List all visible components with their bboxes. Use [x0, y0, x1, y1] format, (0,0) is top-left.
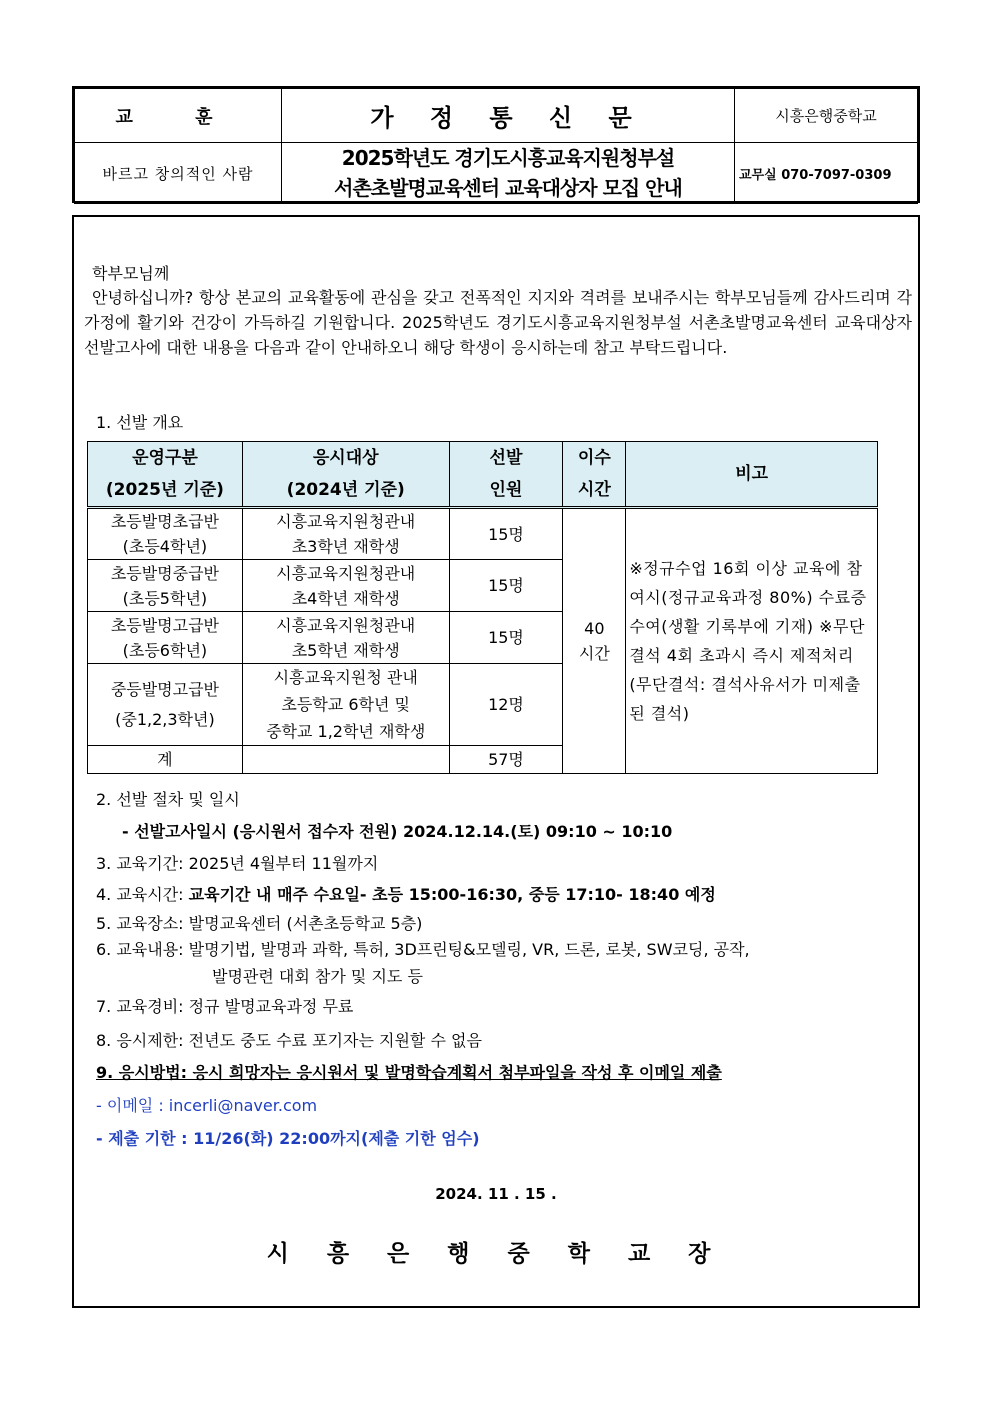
- section-1-title: 1. 선발 개요: [96, 413, 184, 432]
- newsletter-title-cell: [282, 89, 735, 143]
- school-motto: 바르고 창의적인 사람: [102, 164, 254, 183]
- section-6-line1: 6. 교육내용: 발명기법, 발명과 과학, 특허, 3D프린팅&모델링, VR, 드론, 로봇, SW코딩, 공작,: [96, 940, 750, 959]
- motto-label: 교 훈: [115, 106, 241, 128]
- header-hours: 이수 시간: [563, 442, 626, 508]
- course-cell: 중등발명고급반 (중1,2,3학년): [88, 664, 243, 746]
- document-date: 2024. 11 . 15 .: [435, 1185, 557, 1203]
- intro-paragraph: 안녕하십니까? 항상 본교의 교육활동에 관심을 갖고 전폭적인 지지와 격려를 보내주시는 학부모님들께 감사드리며 각 가정에 활기와 건강이 가득하길 기원합니다. 2025학년도 경기도시흥교육지원청부설 서촌초발명교육센터 교육대상자 선발고사에 대한 내용을 다음과 같이 안내하오니 해당 학생이 응시하는데 참고 부탁드립니다.: [84, 288, 912, 357]
- section-8: 8. 응시제한: 전년도 중도 수료 포기자는 지원할 수 없음: [96, 1031, 482, 1050]
- count-cell: 15명: [449, 560, 563, 612]
- motto-cell: [75, 143, 282, 204]
- course-cell: 초등발명고급반 (초등6학년): [88, 612, 243, 664]
- target-cell: 시흥교육지원청관내 초4학년 재학생: [242, 560, 449, 612]
- selection-table: [87, 441, 878, 774]
- school-name: 시흥은행중학교: [775, 107, 877, 125]
- doc-title-line2: 서촌초발명교육센터 교육대상자 모집 안내: [334, 176, 682, 200]
- motto-label-cell: [75, 89, 282, 143]
- office-contact: 교무실 070-7097-0309: [739, 167, 892, 183]
- total-count: 57명: [449, 746, 563, 774]
- count-cell: 15명: [449, 612, 563, 664]
- section-3: 3. 교육기간: 2025년 4월부터 11월까지: [96, 854, 379, 873]
- header-count: 선발 인원: [449, 442, 563, 508]
- letter-body: [72, 215, 920, 1308]
- count-cell: 12명: [449, 664, 563, 746]
- section-9: 9. 응시방법: 응시 희망자는 응시원서 및 발명학습계획서 첨부파일을 작성 후 이메일 제출: [96, 1063, 722, 1082]
- header-target: 응시대상 (2024년 기준): [242, 442, 449, 508]
- count-cell: 15명: [449, 508, 563, 560]
- contact-cell: [735, 143, 918, 204]
- newsletter-title: 가 정 통 신 문: [370, 104, 646, 132]
- target-cell: 시흥교육지원청 관내 초등학교 6학년 및 중학교 1,2학년 재학생: [242, 664, 449, 746]
- email-line: - 이메일 : incerli@naver.com: [96, 1096, 318, 1115]
- course-cell: 초등발명초급반 (초등4학년): [88, 508, 243, 560]
- header-note: 비고: [626, 442, 878, 508]
- principal-signature: 시 흥 은 행 중 학 교 장: [266, 1241, 726, 1267]
- section-2-title: 2. 선발 절차 및 일시: [96, 790, 240, 809]
- section-4: 4. 교육시간: 교육기간 내 매주 수요일- 초등 15:00-16:30, 중등 17:10- 18:40 예정: [96, 885, 716, 904]
- section-5: 5. 교육장소: 발명교육센터 (서촌초등학교 5층): [96, 914, 423, 933]
- hours-cell: 40 시간: [563, 508, 626, 774]
- newsletter-header: [72, 86, 920, 203]
- school-name-cell: [735, 89, 918, 143]
- table-row: [88, 508, 878, 560]
- deadline-line: - 제출 기한 : 11/26(화) 22:00까지(제출 기한 엄수): [96, 1129, 480, 1148]
- section-6-line2: 발명관련 대회 참가 및 지도 등: [212, 967, 423, 986]
- note-cell: ※정규수업 16회 이상 교육에 참여시(정규교육과정 80%) 수료증 수여(생활 기록부에 기재) ※무단결석 4회 초과시 즉시 제적처리(무단결석: 결석사유서가 미제출된 결석): [626, 508, 878, 774]
- greeting: 학부모님께: [92, 264, 170, 283]
- total-empty: [242, 746, 449, 774]
- target-cell: 시흥교육지원청관내 초5학년 재학생: [242, 612, 449, 664]
- course-cell: 초등발명중급반 (초등5학년): [88, 560, 243, 612]
- section-7: 7. 교육경비: 정규 발명교육과정 무료: [96, 997, 354, 1016]
- section-2-detail: - 선발고사일시 (응시원서 접수자 전원) 2024.12.14.(토) 09:10 ~ 10:10: [122, 822, 673, 841]
- target-cell: 시흥교육지원청관내 초3학년 재학생: [242, 508, 449, 560]
- header-course: 운영구분 (2025년 기준): [88, 442, 243, 508]
- total-label: 계: [88, 746, 243, 774]
- doc-title-line1: 2025학년도 경기도시흥교육지원청부설: [341, 146, 675, 170]
- doc-title-cell: [282, 143, 735, 204]
